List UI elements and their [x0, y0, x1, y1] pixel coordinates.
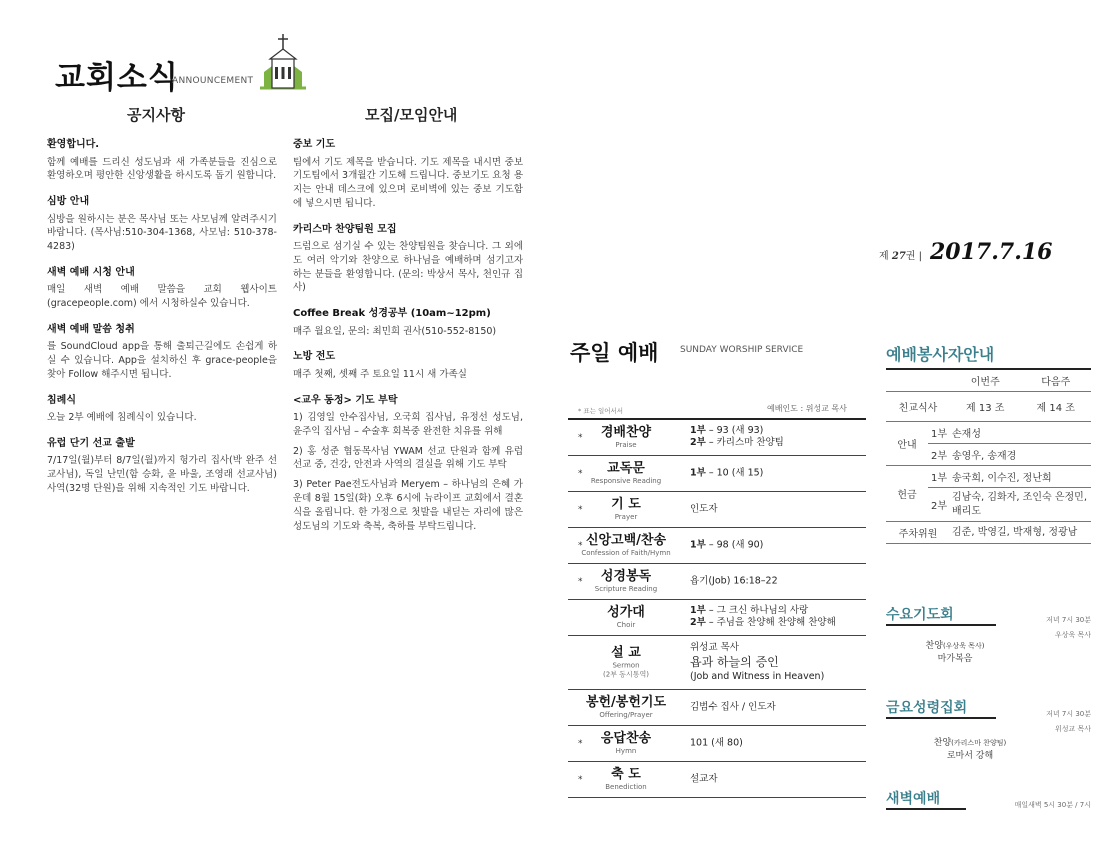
- worship-row: [568, 726, 866, 762]
- worship-item-name: 봉헌/봉헌기도 Offering/Prayer: [585, 694, 667, 719]
- gathering-item: [293, 223, 523, 296]
- part-label: 1부: [928, 466, 950, 488]
- offering-names: 송국희, 이수진, 정난희: [950, 466, 1091, 488]
- worship-row: [568, 600, 866, 636]
- stand-mark: *: [578, 432, 583, 443]
- worship-row: [568, 420, 866, 456]
- notice-title: 심방 안내: [47, 196, 90, 208]
- next-week-header: 다음주: [1021, 370, 1092, 392]
- guide-names: 손재성: [950, 422, 1091, 444]
- worship-item-detail: 욥기(Job) 16:18–22: [690, 575, 778, 587]
- gathering-body: 매주 월요일, 문의: 최민희 권사(510-552-8150): [293, 325, 497, 337]
- wednesday-pastor: 우상욱 목사: [1054, 631, 1091, 639]
- table-row: [886, 466, 1091, 488]
- wednesday-title: 수요기도회: [886, 607, 954, 623]
- stand-mark: *: [578, 576, 583, 587]
- worship-item-detail: 1부 – 93 (새 93) 2부 – 카리스마 찬양팀: [690, 424, 784, 449]
- fellowship-next: 제 14 조: [1021, 392, 1092, 422]
- volunteers-table: [886, 370, 1091, 544]
- divider: [886, 717, 996, 719]
- volunteers-title: 예배봉사자안내: [886, 345, 995, 364]
- worship-item-name: 성가대 Choir: [607, 604, 645, 629]
- gathering-title: 카리스마 찬양팀원 모집: [293, 223, 397, 235]
- gathering-body: 3) Peter Pae전도사님과 Meryem – 하나님의 은혜 가운데 8월 15일(화) 오후 6시에 뉴라이프 교회에서 결혼식을 올립니다. 한 가정으로 첫발을 내딛는 자리에 많은 성도님의 기도와 축복, 축하를 부탁드립니다.: [293, 479, 523, 532]
- parking-label: 주차위원: [886, 522, 950, 544]
- worship-item-detail: 김범수 집사 / 인도자: [690, 701, 776, 713]
- divider: [886, 624, 996, 626]
- worship-row: [568, 762, 866, 798]
- stand-note: * 표는 일어서서: [578, 407, 624, 415]
- worship-title-en: SUNDAY WORSHIP SERVICE: [680, 345, 804, 355]
- worship-row: [568, 636, 866, 690]
- divider: [886, 808, 966, 810]
- worship-item-detail: 1부 – 그 크신 하나님의 사랑 2부 – 주님을 찬양해 찬양해 찬양해: [690, 604, 836, 629]
- gathering-body: 2) 홍 성준 협동목사님 YWAM 선교 단원과 함께 유럽 선교 중, 건강, 안전과 사역의 결실을 위해 기도 부탁: [293, 445, 523, 471]
- worship-item-name: 경배찬양 Praise: [600, 424, 652, 449]
- notice-body: 함께 예배를 드리신 성도님과 새 가족분들을 진심으로 환영하오며 평안한 신앙생활을 하시도록 돕기 원합니다.: [47, 156, 277, 182]
- gathering-item: [293, 307, 523, 338]
- worship-item-detail: 인도자: [690, 503, 718, 515]
- notice-item: [47, 437, 277, 496]
- gathering-title: <교우 동정> 기도 부탁: [293, 394, 398, 406]
- worship-item-name: 교독문 Responsive Reading: [590, 460, 662, 485]
- dawn-time: 매일새벽 5시 30분 / 7시: [1014, 801, 1091, 809]
- notice-body: 를 SoundCloud app을 통해 출퇴근길에도 손쉽게 하실 수 있습니다. App을 설치하신 후 grace-people을 찾아 Follow 해주시면 됩니다.: [47, 341, 277, 380]
- table-row: [886, 392, 1091, 422]
- parking-names: 김준, 박영길, 박재형, 정광남: [950, 522, 1091, 544]
- friday-title: 금요성령집회: [886, 700, 968, 716]
- page-subtitle: ANNOUNCEMENT: [172, 76, 254, 86]
- worship-item-detail: 설교자: [690, 773, 718, 785]
- worship-item-name: 응답찬송 Hymn: [600, 730, 652, 755]
- gathering-item: [293, 138, 523, 211]
- gatherings-heading: 모집/모임안내: [365, 106, 458, 124]
- worship-item-detail: 1부 – 10 (새 15): [690, 467, 764, 479]
- table-row: [886, 370, 1091, 392]
- worship-row: [568, 564, 866, 600]
- gathering-item: [293, 350, 523, 381]
- worship-item-name: 기 도 Prayer: [611, 496, 641, 521]
- gathering-item: [293, 478, 523, 533]
- offering-label: 헌금: [886, 466, 928, 522]
- friday-program: 찬양(카리스마 찬양팀) 로마서 강해: [933, 738, 1007, 762]
- stand-mark: *: [578, 540, 583, 551]
- stand-mark: *: [578, 504, 583, 515]
- notices-heading: 공지사항: [127, 106, 185, 124]
- wednesday-program: 찬양(우상욱 목사) 마가복음: [925, 641, 985, 665]
- notice-item: [47, 195, 277, 254]
- gathering-body: 매주 첫째, 셋째 주 토요일 11시 새 가족실: [293, 368, 467, 380]
- fellowship-this: 제 13 조: [950, 392, 1021, 422]
- notice-title: 환영합니다.: [47, 139, 100, 150]
- guide-label: 안내: [886, 422, 928, 466]
- dawn-title: 새벽예배: [886, 791, 941, 807]
- notice-body: 심방을 원하시는 분은 목사님 또는 사모님께 알려주시기 바랍니다. (목사님:510-304-1368, 사모님: 510-378-4283): [47, 213, 277, 253]
- stand-mark: *: [578, 738, 583, 749]
- notices-column: [47, 138, 277, 508]
- gathering-item: [293, 394, 523, 439]
- worship-order-list: [568, 420, 866, 798]
- part-label: 2부: [928, 444, 950, 466]
- worship-item-name: 성경봉독 Scripture Reading: [594, 568, 658, 593]
- worship-item-name: 설 교 Sermon (2부 동시통역): [603, 644, 649, 679]
- worship-leader: 예배인도 : 위성교 목사: [767, 404, 847, 413]
- part-label: 1부: [928, 422, 950, 444]
- friday-pastor: 위성교 목사: [1054, 725, 1091, 733]
- notice-item: [47, 138, 277, 183]
- worship-item-name: 신앙고백/찬송 Confession of Faith/Hymn: [581, 532, 671, 557]
- this-week-header: 이번주: [950, 370, 1021, 392]
- friday-time: 저녁 7시 30분: [1046, 710, 1091, 718]
- gathering-body: 드럼으로 섬기실 수 있는 찬양팀원을 찾습니다. 그 외에도 여러 악기와 찬양으로 하나님을 예배하며 섬기고자 하는 분들을 환영합니다. (문의: 박상서 목사, 천인규 집사): [293, 241, 523, 294]
- worship-item-detail: 1부 – 98 (새 90): [690, 539, 764, 551]
- gathering-title: 노방 전도: [293, 351, 336, 363]
- notice-item: [47, 266, 277, 311]
- worship-row: [568, 528, 866, 564]
- fellowship-label: 친교식사: [886, 392, 950, 422]
- table-cell: [886, 370, 950, 392]
- notice-title: 침례식: [47, 394, 76, 406]
- worship-row: [568, 492, 866, 528]
- worship-row: [568, 690, 866, 726]
- notice-item: [47, 394, 277, 425]
- notice-body: 오늘 2부 예배에 침례식이 있습니다.: [47, 412, 197, 424]
- gathering-title: Coffee Break 성경공부 (10am~12pm): [293, 308, 491, 320]
- church-icon: [258, 32, 308, 90]
- notice-item: [47, 323, 277, 382]
- gathering-title: 중보 기도: [293, 139, 336, 150]
- notice-title: 새벽 예배 시청 안내: [47, 266, 135, 278]
- gathering-body: 1) 김영일 안수집사님, 오국희 집사님, 유정선 성도님, 윤주익 집사님 – 수술후 회복중 완전한 치유를 위해: [293, 412, 523, 437]
- worship-item-detail: 101 (새 80): [690, 737, 743, 749]
- worship-item-detail: 위성교 목사 욥과 하늘의 증인 (Job and Witness in Heaven): [690, 641, 825, 682]
- issue-date: 2017.7.16: [930, 239, 1053, 265]
- table-row: [886, 522, 1091, 544]
- guide-names: 송영우, 송재경: [950, 444, 1091, 466]
- stand-mark: *: [578, 468, 583, 479]
- notice-body: 매일 새벽 예배 말씀을 교회 웹사이트(gracepeople.com) 에서 시청하실수 있습니다.: [47, 284, 277, 310]
- worship-item-name: 축 도 Benediction: [605, 766, 647, 791]
- notice-title: 유럽 단기 선교 출발: [47, 437, 135, 449]
- notice-body: 7/17일(월)부터 8/7일(월)까지 헝가리 집사(박 완주 선교사님), 독일 난민(함 승화, 윤 바울, 조영래 선교사님) 사역(32명 단원)을 위해 지속적인 기도 바랍니다.: [47, 455, 277, 494]
- page-title: 교회소식: [55, 60, 179, 96]
- gatherings-column: [293, 138, 523, 545]
- gathering-body: 팀에서 기도 제목을 받습니다. 기도 제목을 내시면 중보 기도팀에서 3개월간 기도해 드립니다. 중보기도 요청 용지는 안내 데스크에 있으며 로비벽에 있는 중보 기도함에 넣으시면 됩니다.: [293, 156, 523, 209]
- worship-title: 주일 예배: [570, 341, 659, 365]
- part-label: 2부: [928, 488, 950, 522]
- issue-number: 제 27권 |: [879, 251, 923, 262]
- gathering-item: [293, 445, 523, 473]
- worship-row: [568, 456, 866, 492]
- offering-names: 김남숙, 김화자, 조인숙 은정민, 배리도: [950, 488, 1091, 522]
- table-row: [886, 422, 1091, 444]
- wednesday-time: 저녁 7시 30분: [1046, 616, 1091, 624]
- stand-mark: *: [578, 774, 583, 785]
- notice-title: 새벽 예배 말씀 청취: [47, 323, 135, 335]
